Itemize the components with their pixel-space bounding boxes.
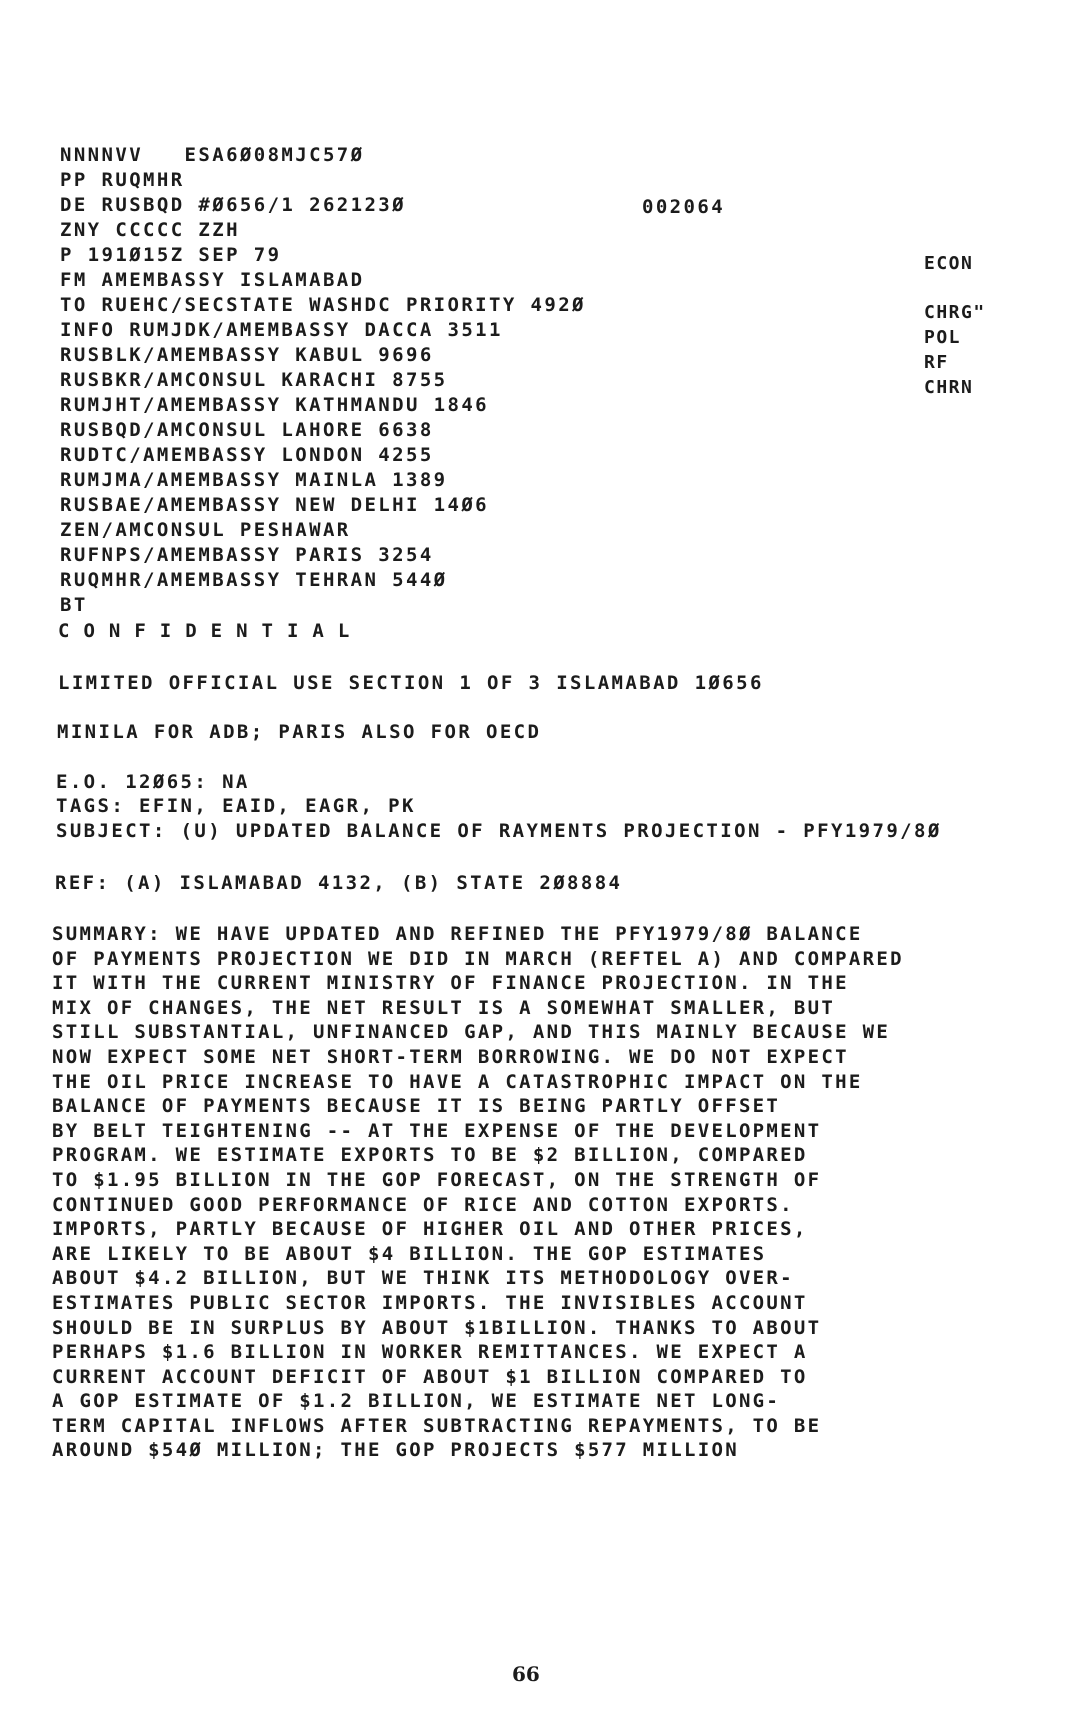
summary-line: STILL SUBSTANTIAL, UNFINANCED GAP, AND THIS MAINLY BECAUSE WE [52, 1021, 891, 1044]
header-line: RUSBAE/AMEMBASSY NEW DELHI 14Ø6 [60, 494, 490, 516]
header-line: RUMJMA/AMEMBASSY MAINLA 1389 [60, 469, 448, 491]
header-line: TO RUEHC/SECSTATE WASHDC PRIORITY 492Ø [60, 294, 586, 316]
page-number: 66 [512, 1662, 540, 1686]
summary-line: BY BELT TEIGHTENING -- AT THE EXPENSE OF THE DEVELOPMENT [52, 1119, 822, 1142]
classification-marking: CONFIDENTIAL [58, 620, 364, 642]
limited-use-line: LIMITED OFFICIAL USE SECTION 1 OF 3 ISLAMABAD 1Ø656 [58, 672, 764, 694]
summary-line: ESTIMATES PUBLIC SECTOR IMPORTS. THE INVISIBLES ACCOUNT [52, 1291, 808, 1314]
header-line: RUFNPS/AMEMBASSY PARIS 3254 [60, 544, 434, 566]
header-line: FM AMEMBASSY ISLAMABAD [60, 269, 365, 291]
summary-line: MIX OF CHANGES, THE NET RESULT IS A SOMEWHAT SMALLER, BUT [52, 996, 836, 1019]
eo-line: E.O. 12Ø65: NA [56, 771, 250, 793]
summary-line: TO $1.95 BILLION IN THE GOP FORECAST, ON THE STRENGTH OF [52, 1168, 822, 1191]
summary-line: THE OIL PRICE INCREASE TO HAVE A CATASTROPHIC IMPACT ON THE [52, 1070, 863, 1093]
header-line: ZNY CCCCC ZZH [60, 219, 240, 241]
header-line: RUQMHR/AMEMBASSY TEHRAN 544Ø [60, 569, 448, 591]
routing-econ: ECON [924, 253, 974, 274]
header-line: RUSBKR/AMCONSUL KARACHI 8755 [60, 369, 448, 391]
summary-line: ARE LIKELY TO BE ABOUT $4 BILLION. THE GOP ESTIMATES [52, 1242, 767, 1265]
header-line: RUDTC/AMEMBASSY LONDON 4255 [60, 444, 434, 466]
summary-line: IMPORTS, PARTLY BECAUSE OF HIGHER OIL AND OTHER PRICES, [52, 1218, 808, 1241]
summary-line: A GOP ESTIMATE OF $1.2 BILLION, WE ESTIMATE NET LONG- [52, 1390, 781, 1413]
summary-line: NOW EXPECT SOME NET SHORT-TERM BORROWING. WE DO NOT EXPECT [52, 1045, 849, 1068]
header-line: ZEN/AMCONSUL PESHAWAR [60, 519, 351, 541]
summary-line: PERHAPS $1.6 BILLION IN WORKER REMITTANCES. WE EXPECT A [52, 1341, 808, 1364]
summary-line: ABOUT $4.2 BILLION, BUT WE THINK ITS METHODOLOGY OVER- [52, 1267, 794, 1290]
summary-line: OF PAYMENTS PROJECTION WE DID IN MARCH (REFTEL A) AND COMPARED [52, 947, 904, 970]
distribution-note: MINILA FOR ADB; PARIS ALSO FOR OECD [57, 721, 542, 743]
subject-line: SUBJECT: (U) UPDATED BALANCE OF RAYMENTS PROJECTION - PFY1979/8Ø [56, 820, 942, 842]
header-line: RUSBLK/AMEMBASSY KABUL 9696 [60, 344, 434, 366]
cable-header [60, 143, 586, 618]
summary-line: PROGRAM. WE ESTIMATE EXPORTS TO BE $2 BILLION, COMPARED [52, 1144, 808, 1167]
serial-number: 002064 [642, 196, 726, 218]
routing-chrg: CHRG" [924, 302, 986, 323]
header-line: BT [60, 594, 88, 616]
summary-line: CONTINUED GOOD PERFORMANCE OF RICE AND COTTON EXPORTS. [52, 1193, 794, 1216]
summary-paragraph [52, 922, 904, 1463]
summary-line: IT WITH THE CURRENT MINISTRY OF FINANCE PROJECTION. IN THE [52, 972, 849, 995]
header-line: P 191Ø15Z SEP 79 [60, 244, 282, 266]
tags-line: TAGS: EFIN, EAID, EAGR, PK [56, 795, 416, 817]
summary-line: BALANCE OF PAYMENTS BECAUSE IT IS BEING PARTLY OFFSET [52, 1095, 781, 1118]
routing-rf: RF [924, 352, 949, 373]
header-line: RUSBQD/AMCONSUL LAHORE 6638 [60, 419, 434, 441]
header-line: PP RUQMHR [60, 169, 185, 191]
header-line: RUMJHT/AMEMBASSY KATHMANDU 1846 [60, 394, 490, 416]
routing-pol: POL [924, 327, 962, 348]
summary-line: AROUND $54Ø MILLION; THE GOP PROJECTS $577 MILLION [52, 1439, 739, 1462]
routing-stamp [924, 251, 986, 400]
summary-line: SUMMARY: WE HAVE UPDATED AND REFINED THE PFY1979/8Ø BALANCE [52, 923, 863, 945]
header-line: INFO RUMJDK/AMEMBASSY DACCA 3511 [60, 319, 503, 341]
summary-line: SHOULD BE IN SURPLUS BY ABOUT $1BILLION. THANKS TO ABOUT [52, 1316, 822, 1339]
summary-line: TERM CAPITAL INFLOWS AFTER SUBTRACTING REPAYMENTS, TO BE [52, 1414, 822, 1437]
header-line: NNNNVV ESA6Ø08MJC57Ø [60, 144, 365, 166]
header-line: DE RUSBQD #Ø656/1 262123Ø [60, 194, 406, 216]
summary-line: CURRENT ACCOUNT DEFICIT OF ABOUT $1 BILLION COMPARED TO [52, 1365, 808, 1388]
routing-chrn: CHRN [924, 377, 974, 398]
reference-line: REF: (A) ISLAMABAD 4132, (B) STATE 2Ø8884 [55, 872, 623, 894]
